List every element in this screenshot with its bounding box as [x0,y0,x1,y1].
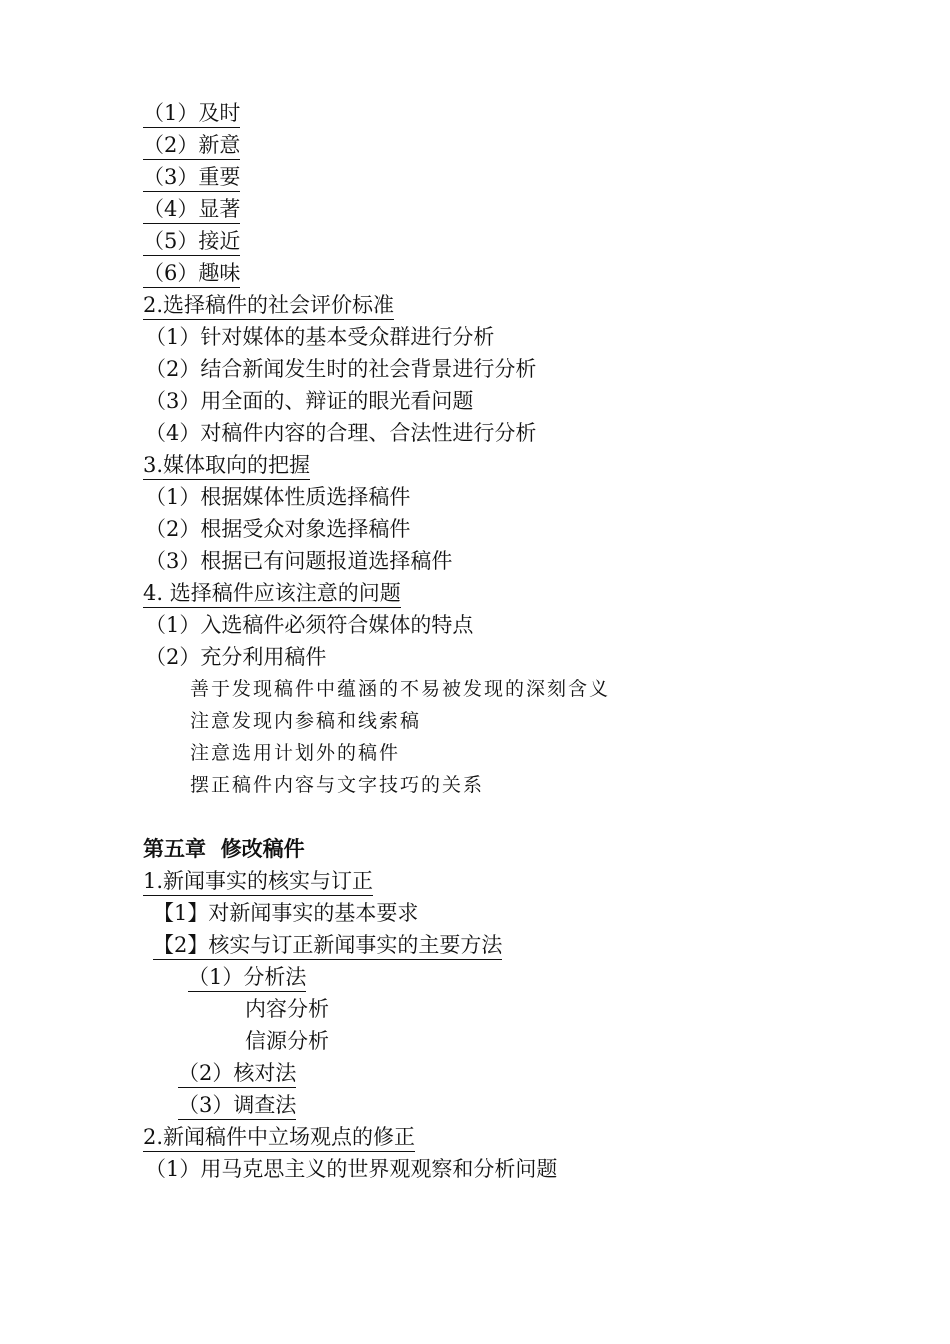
sub-item: 信源分析 [245,1029,329,1053]
section-3-title: 3.媒体取向的把握 [143,452,310,480]
list-item: （1）根据媒体性质选择稿件 [145,485,411,509]
sub-item: 内容分析 [245,997,329,1021]
section-heading [143,292,394,319]
list-item: （2）结合新闻发生时的社会背景进行分析 [145,357,537,381]
list-item [188,964,306,991]
list-item: （3）根据已有问题报道选择稿件 [145,549,453,573]
sub-item: 善于发现稿件中蕴涵的不易被发现的深刻含义 [190,678,611,700]
sub-item: 摆正稿件内容与文字技巧的关系 [190,774,485,796]
criterion-6: （6）趣味 [143,260,240,288]
list-item [143,228,240,255]
section-4-title: 4. 选择稿件应该注意的问题 [143,580,401,608]
criterion-1: （1）及时 [143,100,240,128]
criterion-3: （3）重要 [143,164,240,192]
list-item [153,932,502,959]
sub-item: 注意发现内参稿和线索稿 [190,710,422,732]
sub-item: 注意选用计划外的稿件 [190,742,401,764]
list-item: （2）根据受众对象选择稿件 [145,517,411,541]
method-survey: （3）调查法 [178,1092,296,1120]
list-item [143,164,240,191]
section-heading [143,1124,415,1151]
section-heading [143,580,401,607]
list-item: （1）用马克思主义的世界观观察和分析问题 [145,1157,558,1181]
chapter5-section-2-title: 2.新闻稿件中立场观点的修正 [143,1124,415,1152]
list-item [143,132,240,159]
criterion-5: （5）接近 [143,228,240,256]
section-2-title: 2.选择稿件的社会评价标准 [143,292,394,320]
list-item [178,1092,296,1119]
list-item [178,1060,296,1087]
list-item: （3）用全面的、辩证的眼光看问题 [145,389,474,413]
chapter-title: 第五章 修改稿件 [143,837,305,861]
list-item: 【1】对新闻事实的基本要求 [153,901,419,925]
method-check: （2）核对法 [178,1060,296,1088]
list-item: （2）充分利用稿件 [145,645,327,669]
method-analysis: （1）分析法 [188,964,306,992]
list-item: （1）针对媒体的基本受众群进行分析 [145,325,495,349]
chapter5-section-1-title: 1.新闻事实的核实与订正 [143,868,373,896]
methods-heading: 【2】核实与订正新闻事实的主要方法 [153,932,502,960]
list-item: （1）入选稿件必须符合媒体的特点 [145,613,474,637]
list-item [143,100,240,127]
criterion-4: （4）显著 [143,196,240,224]
section-heading [143,868,373,895]
list-item [143,260,240,287]
list-item: （4）对稿件内容的合理、合法性进行分析 [145,421,537,445]
section-heading [143,452,310,479]
criterion-2: （2）新意 [143,132,240,160]
list-item [143,196,240,223]
